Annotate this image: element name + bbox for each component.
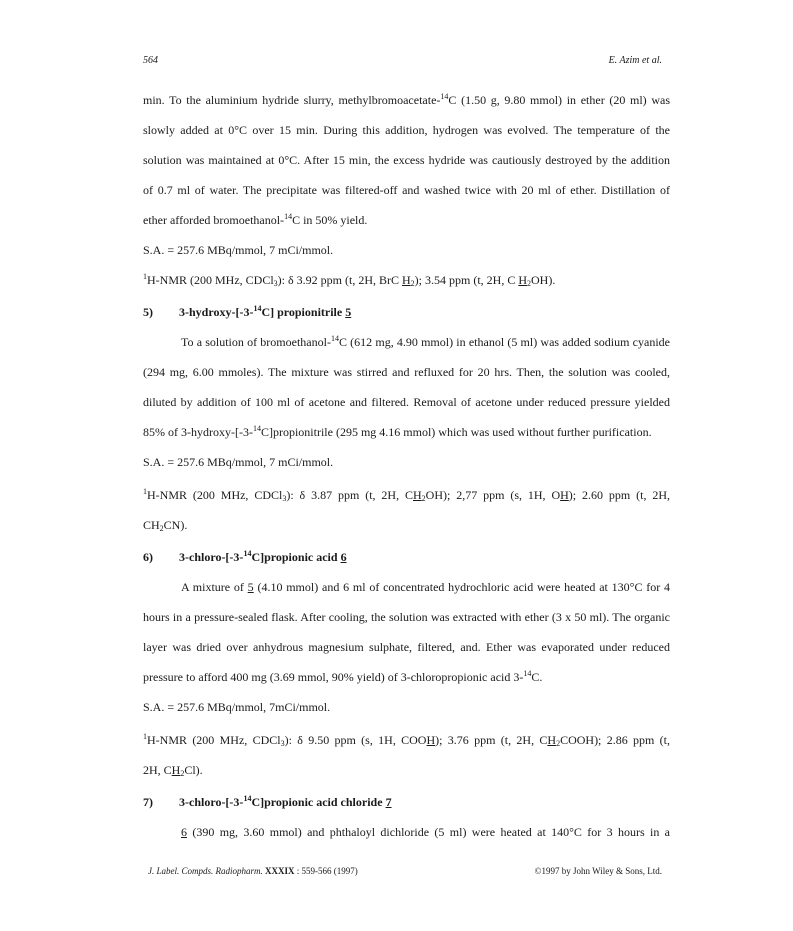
body-line: (294 mg, 6.00 mmoles). The mixture was stirred and refluxed for 20 hrs. Then, the solution was cooled, [143, 365, 670, 379]
copyright: ©1997 by John Wiley & Sons, Ltd. [534, 866, 662, 876]
body-line: hours in a pressure-sealed flask. After cooling, the solution was extracted with ether (3 x 50 ml). The organic [143, 610, 670, 624]
nmr-data: $^1$H-NMR (200 MHz, CDCl$_3$): δ 3.92 ppm (t, 2H, BrC $H_2$); 3.54 ppm (t, 2H, C $H_2OH$). [143, 272, 556, 288]
body-line: To a solution of bromoethanol-$^{14}$C (612 mg, 4.90 mmol) in ethanol (5 ml) was added sodium cyanide [181, 334, 670, 349]
section-heading-7: 7) 3-chloro-[-3-$^{14}$C]propionic acid chloride 7 [143, 794, 392, 809]
body-line: min. To the aluminium hydride slurry, methylbromoacetate-$^{14}$C (1.50 g, 9.80 mmol) in ether (20 ml) was [143, 92, 670, 107]
page-number: 564 [143, 55, 158, 66]
body-line: slowly added at 0°C over 15 min. During this addition, hydrogen was evolved. The temperature of the [143, 123, 670, 137]
specific-activity: S.A. = 257.6 MBq/mmol, 7 mCi/mmol. [143, 455, 334, 469]
nmr-data-cont: $CH_2CN$). [143, 518, 188, 533]
nmr-data: $^1$H-NMR (200 MHz, CDCl$_3$): δ 9.50 ppm (s, 1H, COOH); 3.76 ppm (t, 2H, $CH_2COOH$); 2.86 ppm (t, [143, 732, 670, 748]
body-line: ether afforded bromoethanol-$^{14}$C in 50% yield. [143, 212, 368, 227]
body-line: 85% of 3-hydroxy-[-3-$^{14}$C]propionitrile (295 mg 4.16 mmol) which was used without further purification. [143, 424, 652, 439]
nmr-data-cont: 2H, $CH_2Cl$). [143, 763, 203, 778]
body-line: solution was maintained at 0°C. After 15 min, the excess hydride was cautiously destroyed by the addition [143, 153, 670, 167]
body-line: diluted by addition of 100 ml of acetone and filtered. Removal of acetone under reduced pressure yielded [143, 395, 670, 409]
body-line: pressure to afford 400 mg (3.69 mmol, 90% yield) of 3-chloropropionic acid 3-$^{14}$C. [143, 669, 543, 684]
body-line: layer was dried over anhydrous magnesium sulphate, filtered, and. Ether was evaporated under reduced [143, 640, 670, 654]
section-heading-6: 6) 3-chloro-[-3-$^{14}$C]propionic acid 6 [143, 549, 347, 564]
specific-activity: S.A. = 257.6 MBq/mmol, 7 mCi/mmol. [143, 243, 334, 257]
body-line: of 0.7 ml of water. The precipitate was filtered-off and washed twice with 20 ml of ether. Distillation of [143, 183, 670, 197]
nmr-data: $^1$H-NMR (200 MHz, CDCl$_3$): δ 3.87 ppm (t, 2H, $CH_2OH$); 2,77 ppm (s, 1H, OH); 2.60 ppm (t, 2H, [143, 487, 670, 503]
body-line: 6 (390 mg, 3.60 mmol) and phthaloyl dichloride (5 ml) were heated at 140°C for 3 hours in a [181, 825, 670, 839]
running-author: E. Azim et al. [608, 55, 662, 66]
journal-citation: J. Label. Compds. Radiopharm. XXXIX : 559-566 (1997) [148, 866, 358, 876]
body-line: A mixture of 5 (4.10 mmol) and 6 ml of concentrated hydrochloric acid were heated at 130°C for 4 [181, 580, 670, 594]
section-heading-5: 5) 3-hydroxy-[-3-$^{14}$C] propionitrile 5 [143, 304, 352, 319]
specific-activity: S.A. = 257.6 MBq/mmol, 7mCi/mmol. [143, 700, 331, 714]
